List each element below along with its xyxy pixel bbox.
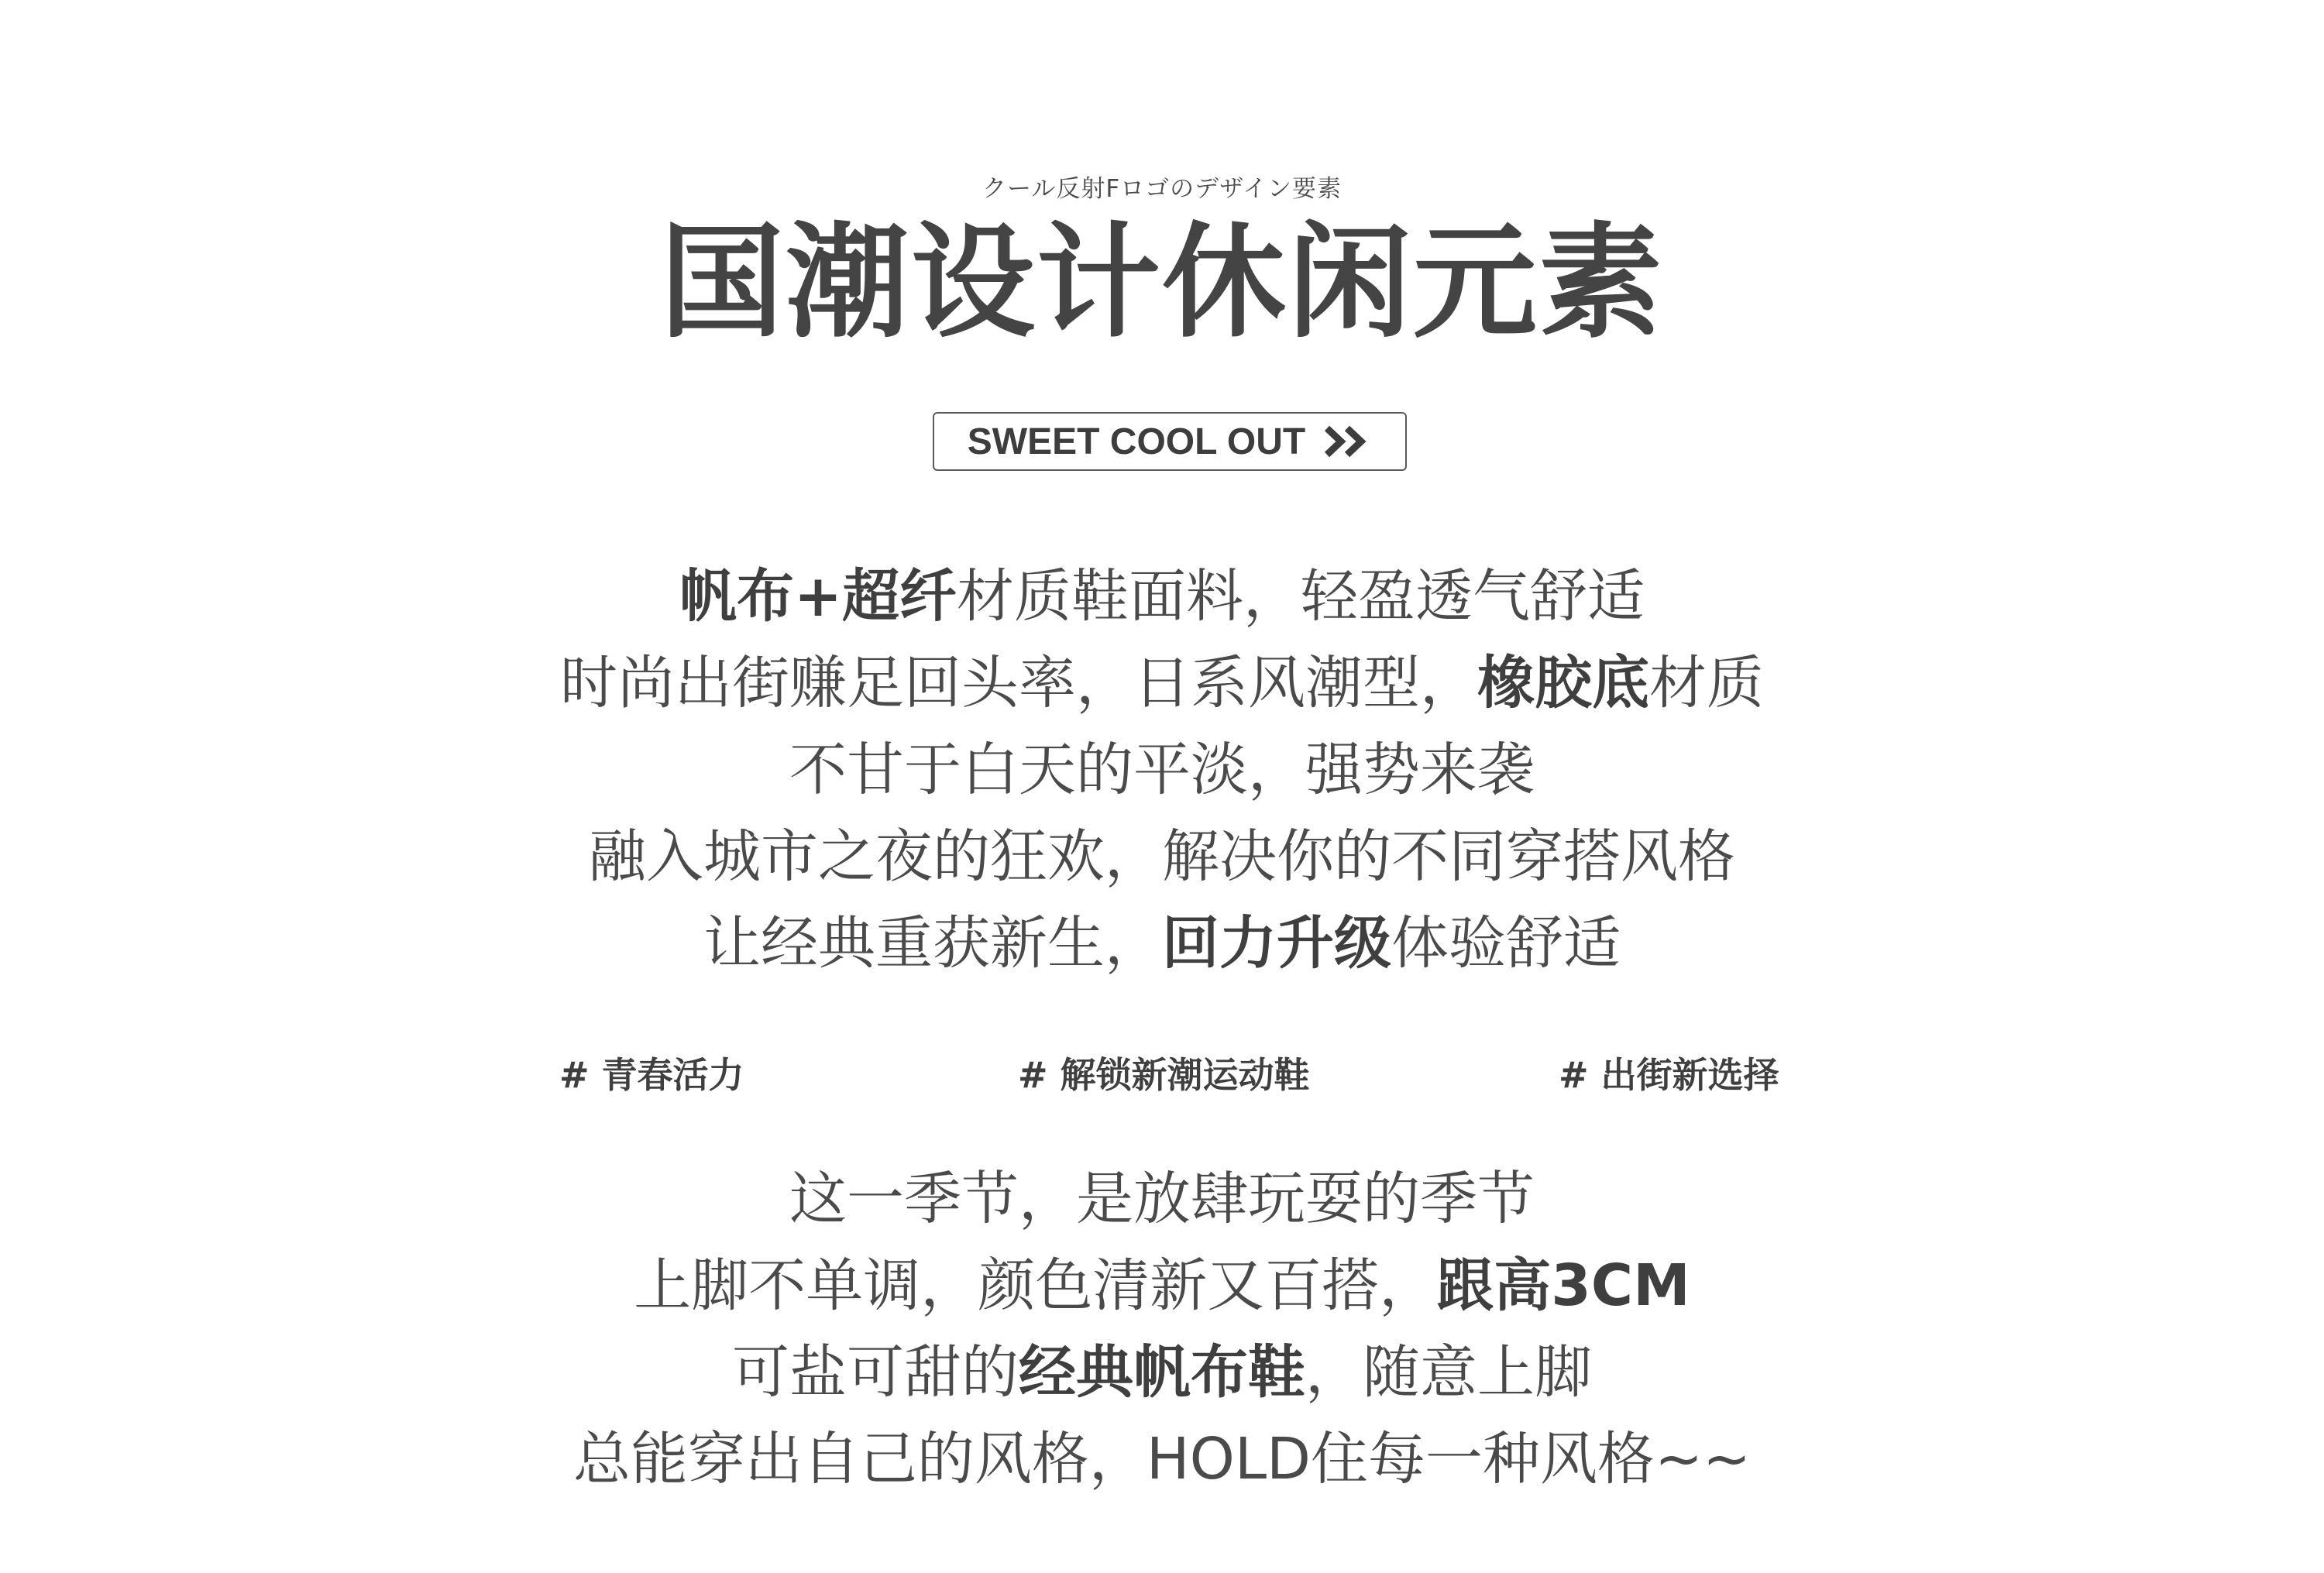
sweet-cool-out-badge <box>933 412 1407 471</box>
hashtag-youth: # 青春活力 <box>559 1054 744 1096</box>
highlight-text: 回力升级 <box>1162 910 1391 977</box>
page-title: 国潮设计休闲元素 <box>659 210 1664 355</box>
paragraph-line <box>0 1329 2324 1416</box>
body-text: 上脚不单调，颜色清新又百搭， <box>634 1252 1437 1319</box>
hashtag-sneakers: # 解锁新潮运动鞋 <box>1018 1054 1310 1096</box>
hashtag-row <box>0 1052 2324 1098</box>
paragraph-line <box>0 553 2324 640</box>
body-text: 让经典重获新生， <box>703 910 1162 977</box>
highlight-text: 橡胶底 <box>1477 650 1649 716</box>
body-text: 材质鞋面料，轻盈透气舒适 <box>957 563 1645 630</box>
body-text: 时尚出街赚足回头率，日系风潮型， <box>560 650 1477 716</box>
body-text: 不甘于白天的平淡，强势来袭 <box>789 737 1535 803</box>
body-text: 可盐可甜的 <box>732 1339 1019 1406</box>
body-text: ，随意上脚 <box>1305 1339 1592 1406</box>
body-text: 融入城市之夜的狂欢，解决你的不同穿搭风格 <box>589 823 1735 890</box>
paragraph-line <box>0 1156 2324 1242</box>
paragraph-line <box>0 1416 2324 1503</box>
body-text: 体验舒适 <box>1391 910 1621 977</box>
body-text: 总能穿出自己的风格，HOLD住每一种风格~~ <box>572 1426 1752 1492</box>
paragraph-line <box>0 813 2324 900</box>
body-text: 材质 <box>1649 650 1764 716</box>
highlight-text: 帆布+超纤 <box>679 563 957 630</box>
hashtag-street: # 出街新选择 <box>1559 1054 1779 1096</box>
body-text: 这一季节，是放肆玩耍的季节 <box>789 1166 1535 1232</box>
highlight-text: 跟高3CM <box>1436 1252 1690 1319</box>
paragraph-line <box>0 640 2324 726</box>
double-chevron-right-icon <box>1324 425 1372 458</box>
paragraph-line <box>0 900 2324 987</box>
badge-label: SWEET COOL OUT <box>967 421 1306 462</box>
paragraph-line <box>0 726 2324 813</box>
highlight-text: 经典帆布鞋 <box>1019 1339 1305 1406</box>
japanese-subtitle: クール反射Fロゴのデザイン要素 <box>982 175 1342 203</box>
season-paragraph <box>0 1156 2324 1503</box>
intro-paragraph <box>0 553 2324 987</box>
paragraph-line <box>0 1242 2324 1329</box>
